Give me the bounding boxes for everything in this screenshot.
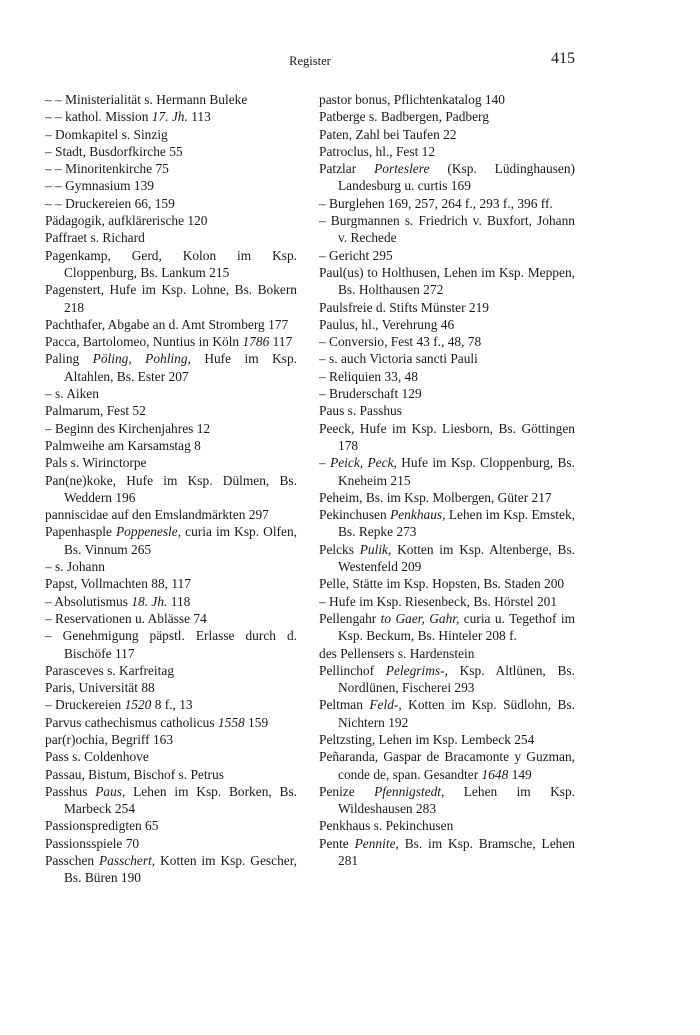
index-entry [45, 679, 297, 696]
index-entry [45, 281, 297, 316]
index-entry [45, 177, 297, 194]
index-entry [45, 696, 297, 713]
entry-text: – – Gymnasium 139 [45, 178, 154, 194]
index-entry [319, 575, 575, 592]
index-entry [319, 316, 575, 333]
index-entry [319, 160, 575, 195]
entry-text: Bs. im Ksp. Bramsche, Lehen 281 [338, 835, 575, 869]
entry-text: Passionspredigten 65 [45, 818, 159, 834]
index-entry [45, 454, 297, 471]
index-entry [45, 558, 297, 575]
entry-text: Paulsfreie d. Stifts Münster 219 [319, 299, 489, 315]
index-entry [319, 402, 575, 419]
index-entry [319, 506, 575, 541]
entry-text: Paris, Universität 88 [45, 680, 155, 696]
index-entry [319, 212, 575, 247]
entry-text: 117 [269, 334, 293, 350]
index-entry [319, 696, 575, 731]
italic-variant: 1520 [124, 697, 152, 713]
index-entry [45, 437, 297, 454]
entry-text: Pellinchof [319, 662, 386, 678]
index-column-left [45, 91, 297, 887]
entry-text: (Ksp. Lüdinghausen) Landesburg u. curtis 169 [338, 161, 576, 194]
entry-text: Pals s. Wirinctorpe [45, 455, 147, 471]
entry-text: Lehen im Ksp. Borken, Bs. Marbeck 254 [64, 783, 298, 817]
entry-text: Pass s. Coldenhove [45, 749, 149, 765]
index-entry [45, 472, 297, 507]
index-entry [45, 229, 297, 246]
index-entry [45, 160, 297, 177]
index-entry [45, 662, 297, 679]
entry-text: – Burgmannen s. Friedrich v. Buxfort, Johann v. Rechede [319, 213, 575, 246]
index-entry [319, 368, 575, 385]
index-entry [319, 264, 575, 299]
entry-text: Kotten im Ksp. Altenberge, Bs. Westenfeld 209 [338, 541, 576, 575]
index-entry [319, 489, 575, 506]
index-entry [319, 126, 575, 143]
page-header [45, 52, 575, 72]
entry-text: – Druckereien [45, 697, 125, 713]
index-entry [319, 645, 575, 662]
index-entry [319, 247, 575, 264]
entry-text: Hufe im Ksp. Cloppenburg, Bs. Kneheim 215 [338, 455, 575, 488]
entry-text: Pekinchusen [319, 507, 391, 523]
index-entry [45, 91, 297, 108]
index-entry [319, 783, 575, 818]
index-entry [319, 748, 575, 783]
index-entry [319, 731, 575, 748]
entry-text: 149 [508, 766, 532, 782]
entry-text: Paus s. Passhus [319, 403, 402, 419]
entry-text: – Beginn des Kirchenjahres 12 [45, 420, 211, 436]
entry-text: – Hufe im Ksp. Riesenbeck, Bs. Hörstel 201 [319, 593, 558, 609]
entry-text: – Genehmigung päpstl. Erlasse durch d. Bischöfe 117 [45, 628, 297, 661]
entry-text: Hufe im Ksp. Altahlen, Bs. Ester 207 [64, 351, 297, 384]
entry-text: – Reliquien 33, 48 [319, 368, 418, 384]
italic-variant: Pulik, [359, 541, 392, 557]
entry-text: – Domkapitel s. Sinzig [45, 126, 168, 142]
index-entry [45, 420, 297, 437]
index-entry [45, 143, 297, 160]
index-entry [319, 299, 575, 316]
italic-variant: Pöling, Pohling, [92, 351, 191, 367]
italic-variant: Porteslere [374, 161, 430, 177]
entry-text: Patberge s. Badbergen, Padberg [319, 109, 489, 125]
entry-text: – – Druckereien 66, 159 [45, 195, 175, 211]
italic-variant: 1648 [481, 766, 509, 782]
running-title: Register [289, 54, 331, 68]
index-entry [45, 402, 297, 419]
entry-text: pastor bonus, Pflichtenkatalog 140 [319, 92, 505, 107]
index-entry [319, 593, 575, 610]
index-entry [319, 91, 575, 108]
index-entry [45, 506, 297, 523]
index-entry [45, 523, 297, 558]
entry-text: Passhus [45, 783, 96, 799]
entry-text: – s. auch Victoria sancti Pauli [319, 351, 478, 367]
index-entry [319, 610, 575, 645]
entry-text: Paling [45, 351, 93, 367]
entry-text: – – Ministerialität s. Hermann Buleke [45, 92, 248, 107]
entry-text: Pellengahr [319, 610, 381, 626]
entry-text: Pagenkamp, Gerd, Kolon im Ksp. Cloppenburg, Bs. Lankum 215 [45, 247, 297, 280]
entry-text: Peltman [319, 697, 370, 713]
entry-text: Parvus cathechismus catholicus [45, 714, 218, 730]
index-entry [319, 195, 575, 212]
entry-text: curia u. Tegethof im Ksp. Beckum, Bs. Hinteler 208 f. [338, 610, 575, 644]
entry-text: Pelle, Stätte im Ksp. Hopsten, Bs. Staden 200 [319, 576, 565, 592]
entry-text: Peeck, Hufe im Ksp. Liesborn, Bs. Göttingen 178 [319, 420, 575, 453]
entry-text: Palmweihe am Karsamstag 8 [45, 437, 201, 453]
index-entry [45, 195, 297, 212]
index-entry [319, 817, 575, 834]
entry-text: – Stadt, Busdorfkirche 55 [45, 143, 183, 159]
entry-text: Penize [319, 783, 375, 799]
index-entry [45, 610, 297, 627]
index-entry [319, 143, 575, 160]
italic-variant: Peick, Peck, [330, 455, 397, 471]
entry-text: Passionsspiele 70 [45, 835, 140, 851]
entry-text: Kotten im Ksp. Gescher, Bs. Büren 190 [64, 853, 297, 886]
index-entry [319, 108, 575, 125]
entry-text: – Reservationen u. Ablässe 74 [45, 610, 207, 626]
index-entry [45, 108, 297, 125]
entry-text: – Burglehen 169, 257, 264 f., 293 f., 396 ff. [319, 195, 553, 211]
entry-text: – Conversio, Fest 43 f., 48, 78 [319, 334, 482, 350]
entry-text: – s. Johann [45, 559, 105, 575]
index-entry [319, 385, 575, 402]
index-entry [45, 627, 297, 662]
italic-variant: Pfennigstedt, [374, 783, 445, 799]
entry-text: Passau, Bistum, Bischof s. Petrus [45, 766, 224, 782]
index-entry [45, 212, 297, 229]
index-entry [45, 385, 297, 402]
entry-text: 113 [187, 109, 211, 125]
index-entry [319, 420, 575, 455]
index-entry [45, 852, 297, 887]
index-entry [45, 714, 297, 731]
entry-text: Pelcks [319, 541, 360, 557]
index-entry [319, 541, 575, 576]
entry-text: Pente [319, 835, 355, 851]
entry-text: Penkhaus s. Pekinchusen [319, 818, 454, 834]
entry-text: Pan(ne)koke, Hufe im Ksp. Dülmen, Bs. Weddern 196 [45, 472, 297, 505]
entry-text: – Absolutismus [45, 593, 132, 609]
index-entry [319, 350, 575, 367]
index-entry [45, 247, 297, 282]
entry-text: – [319, 455, 331, 471]
index-entry [45, 783, 297, 818]
italic-variant: Pennite, [354, 835, 399, 851]
entry-text: Pachthafer, Abgabe an d. Amt Stromberg 177 [45, 316, 289, 332]
entry-text: 118 [167, 593, 191, 609]
entry-text: Peltzsting, Lehen im Ksp. Lembeck 254 [319, 731, 535, 747]
index-entry [319, 835, 575, 870]
index-entry [45, 126, 297, 143]
entry-text: des Pellensers s. Hardenstein [319, 645, 475, 661]
entry-text: par(r)ochia, Begriff 163 [45, 731, 174, 747]
entry-text: 8 f., 13 [151, 697, 193, 713]
index-entry [45, 593, 297, 610]
italic-variant: Penkhaus, [390, 507, 446, 523]
entry-text: Paffraet s. Richard [45, 230, 145, 246]
index-column-right [319, 91, 575, 869]
index-entry [45, 748, 297, 765]
entry-text: Patzlar [319, 161, 375, 177]
entry-text: Patroclus, hl., Fest 12 [319, 143, 436, 159]
entry-text: – – kathol. Mission [45, 109, 152, 125]
entry-text: Passchen [45, 853, 99, 869]
index-entry [45, 333, 297, 350]
entry-text: – s. Aiken [45, 386, 99, 402]
entry-text: Papst, Vollmachten 88, 117 [45, 576, 191, 592]
entry-text: Peheim, Bs. im Ksp. Molbergen, Güter 217 [319, 489, 552, 505]
entry-text: Kotten im Ksp. Südlohn, Bs. Nichtern 192 [338, 697, 576, 730]
italic-variant: 1786 [242, 334, 270, 350]
entry-text: curia im Ksp. Olfen, Bs. Vinnum 265 [64, 524, 297, 557]
entry-text: Lehen im Ksp. Wildeshausen 283 [338, 783, 576, 817]
entry-text: – – Minoritenkirche 75 [45, 161, 169, 177]
italic-variant: Pelegrims-, [385, 662, 448, 678]
entry-text: Lehen im Ksp. Emstek, Bs. Repke 273 [338, 507, 575, 540]
entry-text: 159 [244, 714, 269, 730]
italic-variant: to Gaer, Gahr, [380, 610, 460, 626]
entry-text: Paten, Zahl bei Taufen 22 [319, 126, 457, 142]
index-entry [45, 350, 297, 385]
italic-variant: Poppenesle, [116, 524, 182, 540]
index-entry [319, 333, 575, 350]
index-entry [319, 662, 575, 697]
entry-text: Ksp. Altlünen, Bs. Nordlünen, Fischerei 293 [338, 662, 575, 696]
entry-text: Pädagogik, aufklärerische 120 [45, 213, 208, 229]
entry-text: Peñaranda, Gaspar de Bracamonte y Guzman, conde de, span. Gesandter [319, 749, 575, 782]
index-entry [45, 575, 297, 592]
italic-variant: 1558 [217, 714, 245, 730]
italic-variant: Paus, [95, 783, 126, 799]
entry-text: Palmarum, Fest 52 [45, 403, 146, 419]
italic-variant: 17. Jh. [151, 109, 188, 125]
entry-text: – Gericht 295 [319, 247, 393, 263]
italic-variant: 18. Jh. [131, 593, 168, 609]
index-entry [45, 835, 297, 852]
entry-text: Paulus, hl., Verehrung 46 [319, 316, 455, 332]
entry-text: – Bruderschaft 129 [319, 386, 422, 402]
entry-text: Pacca, Bartolomeo, Nuntius in Köln [45, 334, 243, 350]
italic-variant: Feld-, [369, 697, 402, 713]
entry-text: Parasceves s. Karfreitag [45, 662, 175, 678]
entry-text: panniscidae auf den Emslandmärkten 297 [45, 507, 269, 523]
entry-text: Papenhasple [45, 524, 116, 540]
index-entry [319, 454, 575, 489]
index-entry [45, 731, 297, 748]
italic-variant: Passchert, [99, 853, 156, 869]
page-number: 415 [551, 50, 575, 67]
entry-text: Pagenstert, Hufe im Ksp. Lohne, Bs. Bokern 218 [45, 282, 297, 315]
index-entry [45, 817, 297, 834]
entry-text: Paul(us) to Holthusen, Lehen im Ksp. Meppen, Bs. Holthausen 272 [319, 264, 575, 298]
index-entry [45, 316, 297, 333]
index-entry [45, 766, 297, 783]
